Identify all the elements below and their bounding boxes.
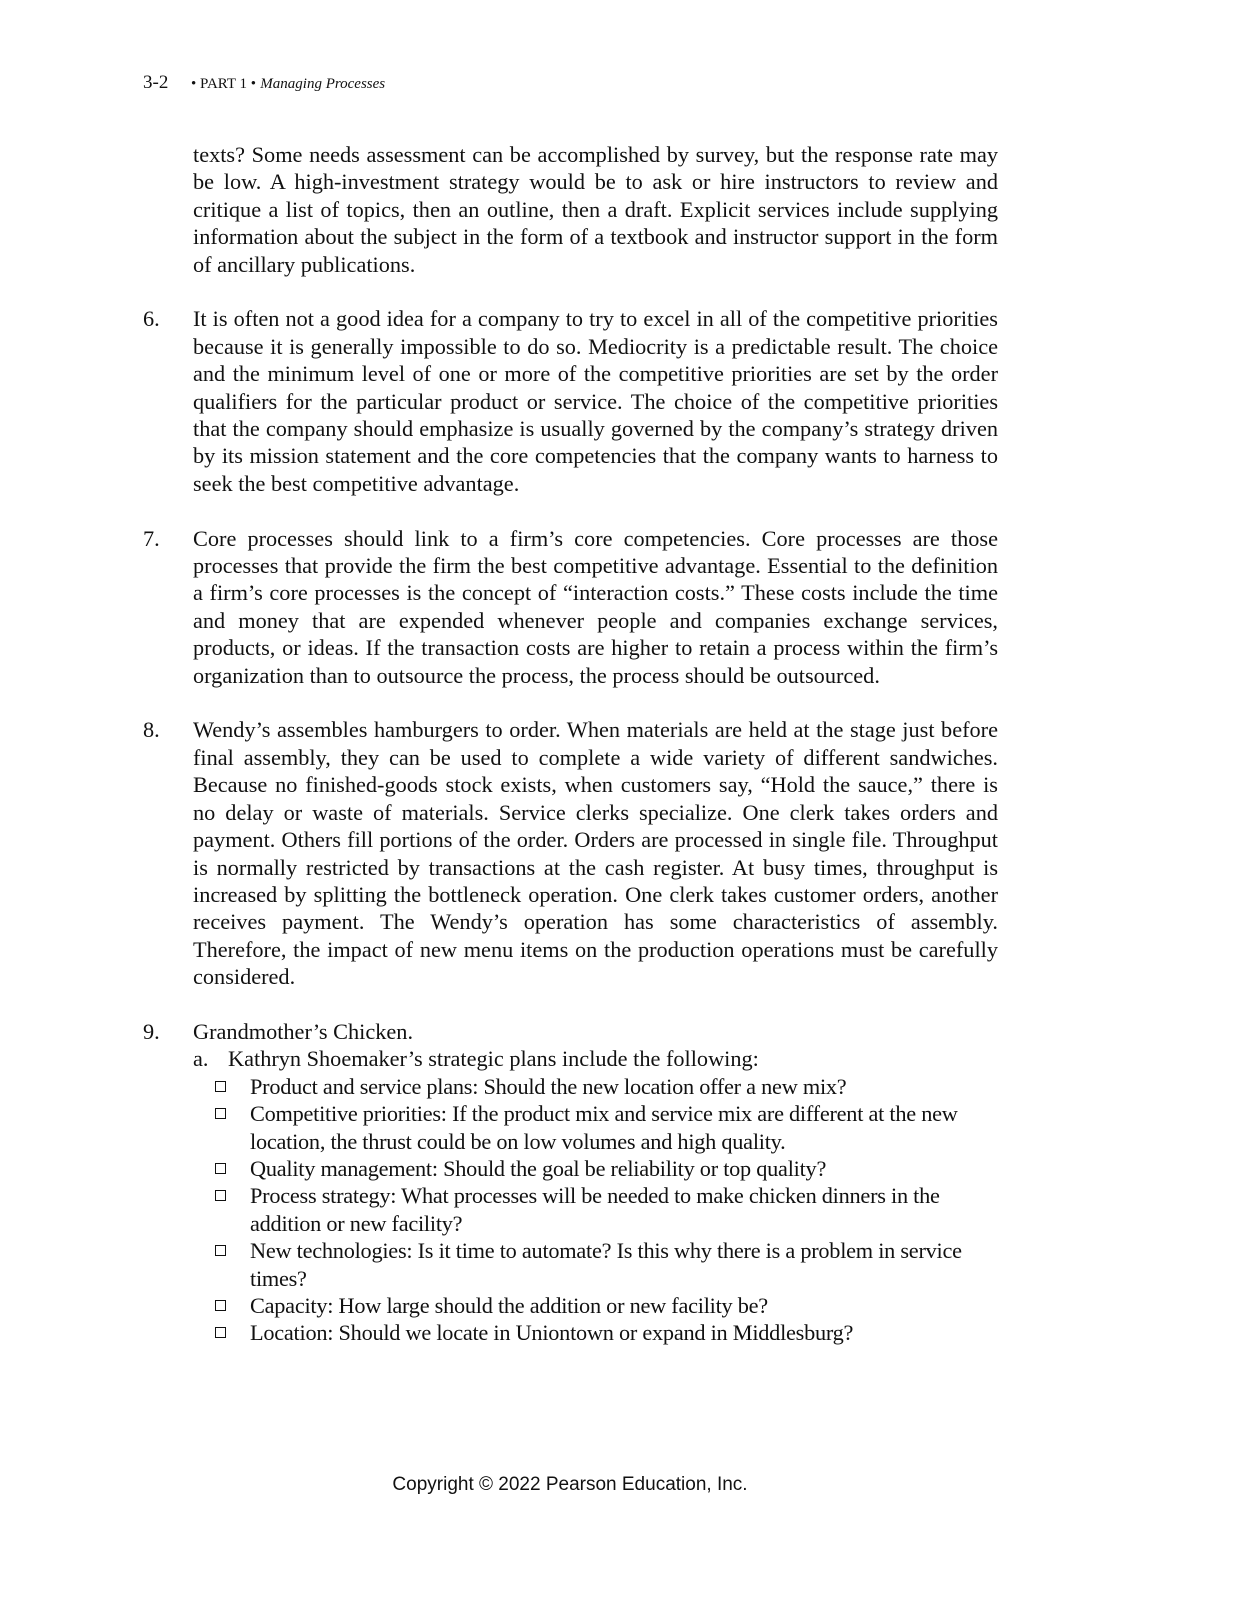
- strategic-plan-list: [228, 1073, 998, 1347]
- page-content: [143, 141, 998, 1374]
- item-title: Grandmother’s Chicken.: [193, 1018, 414, 1044]
- list-item-text: New technologies: Is it time to automate? Is this why there is a problem in service times?: [250, 1238, 962, 1291]
- checkbox-bullet-icon: [215, 1245, 226, 1256]
- answer-item-9: [143, 1018, 998, 1347]
- item-text: Core processes should link to a firm’s core competencies. Core processes are those processes that provide the firm the best competitive advantage. Essential to the definition a firm’s core processes is the concept of “interaction costs.” These costs include the time and money that are expended whenever people and companies exchange services, products, or ideas. If the transaction costs are higher to retain a process within the firm’s organization than to outsource the process, the process should be outsourced.: [193, 525, 998, 688]
- checkbox-bullet-icon: [215, 1108, 226, 1119]
- answer-item-6: [143, 305, 998, 497]
- item-text: Wendy’s assembles hamburgers to order. When materials are held at the stage just before final assembly, they can be used to complete a wide variety of different sandwiches. Because no finished-goods stock exists, when customers say, “Hold the sauce,” there is no delay or waste of materials. Service clerks specialize. One clerk takes orders and payment. Others fill portions of the order. Orders are processed in single file. Throughput is normally restricted by transactions at the cash register. At busy times, throughput is increased by splitting the bottleneck operation. One clerk takes customer orders, another receives payment. The Wendy’s operation has some characteristics of assembly. Therefore, the impact of new menu items on the production operations must be carefully considered.: [193, 717, 998, 990]
- list-item-text: Process strategy: What processes will be needed to make chicken dinners in the addition or new facility?: [250, 1183, 940, 1236]
- item-text: It is often not a good idea for a company to try to excel in all of the competitive priorities because it is generally impossible to do so. Mediocrity is a predictable result. The choice and the minimum level of one or more of the competitive priorities are set by the order qualifiers for the particular product or service. The choice of the competitive priorities that the company should emphasize is usually governed by the company’s strategy driven by its mission statement and the core competencies that the company wants to harness to seek the best competitive advantage.: [193, 306, 998, 496]
- list-item: [228, 1155, 998, 1182]
- checkbox-bullet-icon: [215, 1081, 226, 1092]
- running-header: [143, 72, 385, 94]
- list-item-text: Location: Should we locate in Uniontown or expand in Middlesburg?: [250, 1320, 854, 1346]
- sub-item-letter: a.: [193, 1046, 209, 1072]
- item-number: 6.: [143, 306, 160, 332]
- item-number: 9.: [143, 1018, 160, 1044]
- chapter-title: Managing Processes: [260, 76, 386, 92]
- list-item: [228, 1182, 998, 1237]
- continued-paragraph: texts? Some needs assessment can be accomplished by survey, but the response rate may be low. A high-investment strategy would be to ask or hire instructors to review and critique a list of topics, then an outline, then a draft. Explicit services include supplying information about the subject in the form of a textbook and instructor support in the form of ancillary publications.: [193, 142, 998, 277]
- list-item-text: Capacity: How large should the addition or new facility be?: [250, 1293, 768, 1318]
- part-label: • PART 1 •: [191, 76, 257, 92]
- list-item-text: Product and service plans: Should the new location offer a new mix?: [250, 1073, 847, 1099]
- checkbox-bullet-icon: [215, 1327, 226, 1338]
- answer-item-8: [143, 716, 998, 990]
- item-number: 8.: [143, 717, 160, 743]
- list-item: [228, 1100, 998, 1155]
- sub-item-a: [193, 1045, 998, 1346]
- page-number: 3-2: [143, 72, 169, 93]
- list-item-text: Quality management: Should the goal be reliability or top quality?: [250, 1155, 827, 1181]
- sub-item-text: Kathryn Shoemaker’s strategic plans include the following:: [228, 1046, 759, 1072]
- item-number: 7.: [143, 525, 160, 551]
- continued-paragraph-block: [143, 141, 998, 278]
- list-item: [228, 1237, 998, 1292]
- checkbox-bullet-icon: [215, 1163, 226, 1174]
- checkbox-bullet-icon: [215, 1190, 226, 1201]
- list-item: [228, 1292, 998, 1319]
- list-item-text: Competitive priorities: If the product mix and service mix are different at the new location, the thrust could be on low volumes and high quality.: [250, 1101, 958, 1154]
- copyright-footer: Copyright © 2022 Pearson Education, Inc.: [392, 1474, 748, 1495]
- list-item: [228, 1073, 998, 1100]
- list-item: [228, 1319, 998, 1346]
- checkbox-bullet-icon: [215, 1300, 226, 1311]
- answer-item-7: [143, 525, 998, 689]
